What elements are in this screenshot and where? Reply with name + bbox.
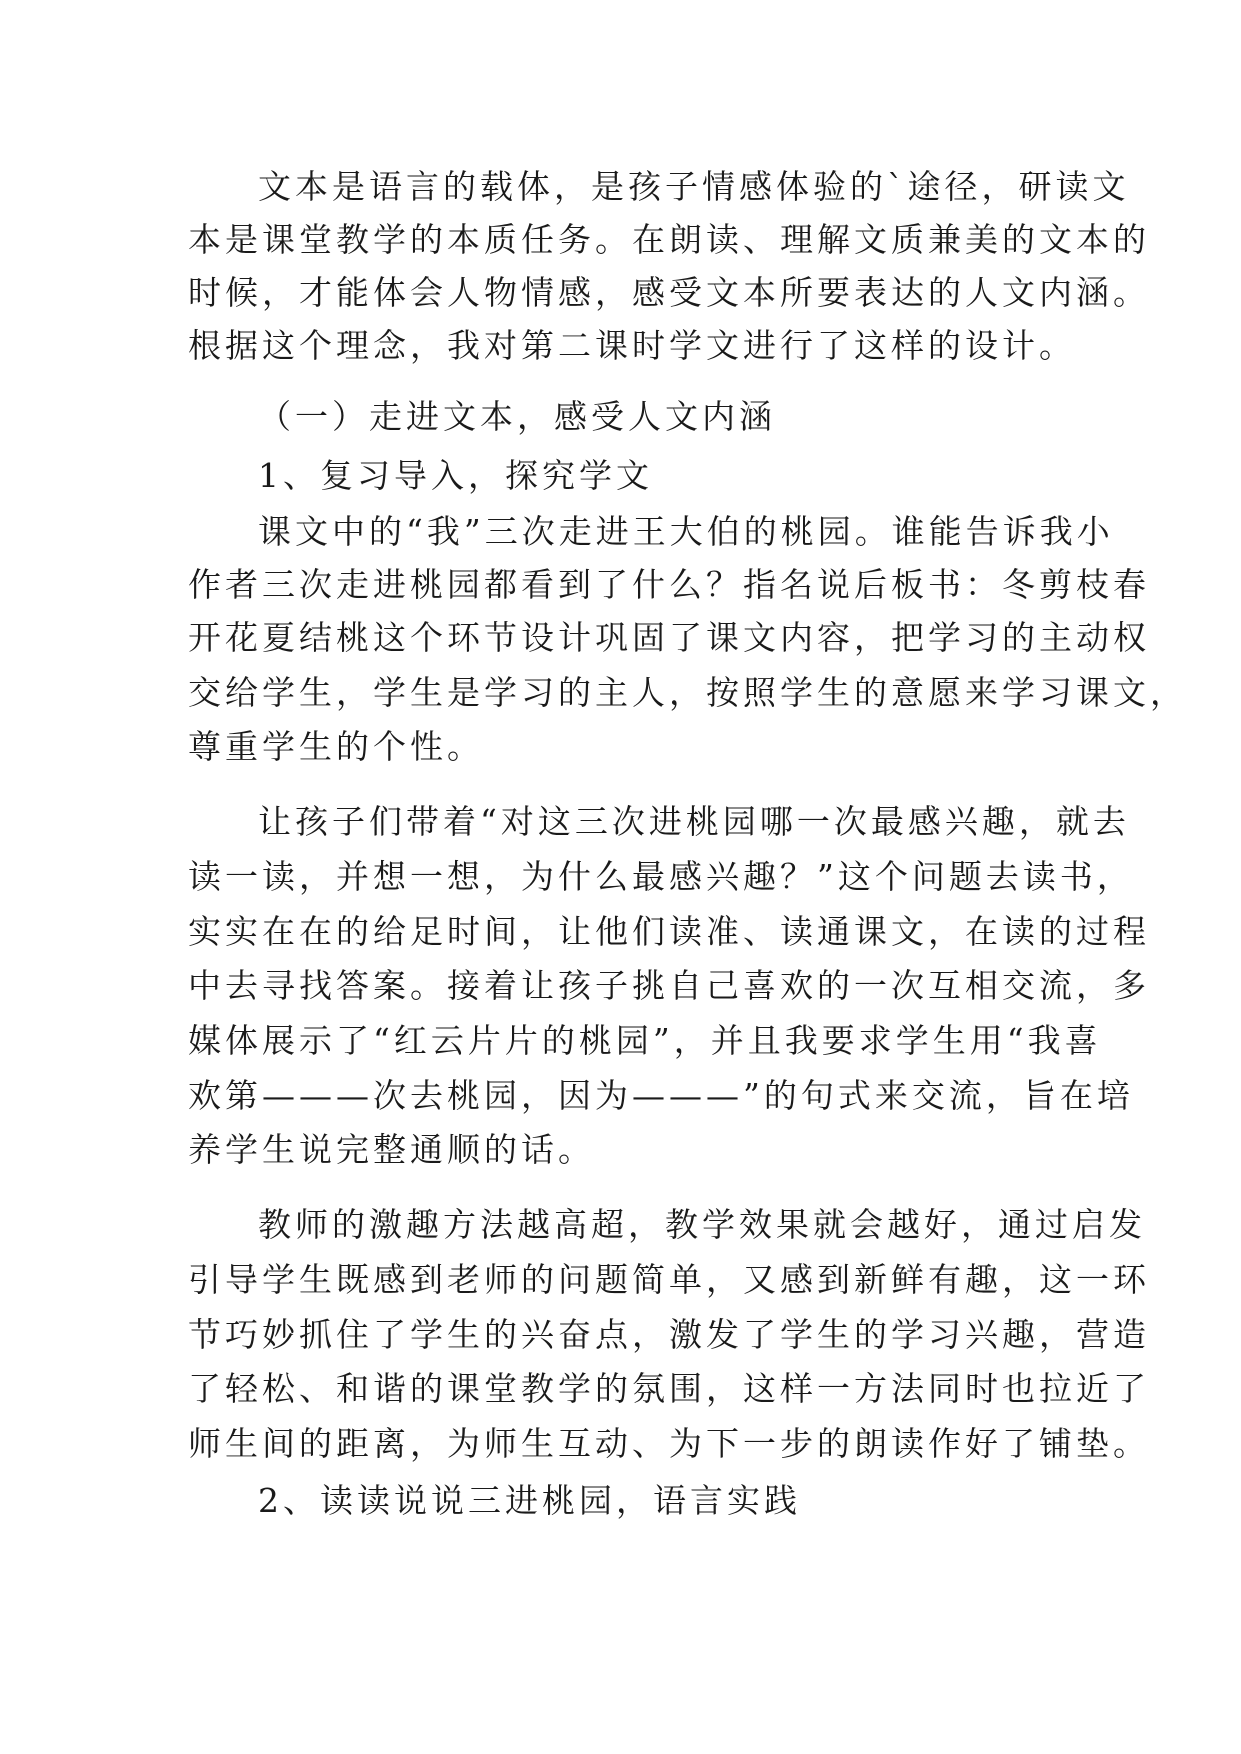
subheading-1: 1、复习导入，探究学文 [258,456,653,495]
paragraph-1-line-1: 文本是语言的载体，是孩子情感体验的`途径，研读文 [258,167,1130,206]
paragraph-3-line-1: 让孩子们带着“对这三次进桃园哪一次最感兴趣，就去 [258,802,1130,841]
paragraph-4-line-5: 师生间的距离，为师生互动、为下一步的朗读作好了铺垫。 [188,1424,1150,1463]
paragraph-1-line-3: 时候，才能体会人物情感，感受文本所要表达的人文内涵。 [188,273,1150,312]
paragraph-2-line-5: 尊重学生的个性。 [188,727,484,766]
paragraph-4-line-3: 节巧妙抓住了学生的兴奋点，激发了学生的学习兴趣，营造 [188,1315,1150,1354]
paragraph-3-line-3: 实实在在的给足时间，让他们读准、读通课文，在读的过程 [188,912,1150,951]
paragraph-4-line-4: 了轻松、和谐的课堂教学的氛围，这样一方法同时也拉近了 [188,1369,1150,1408]
subheading-2: 2、读读说说三进桃园，语言实践 [258,1481,801,1520]
paragraph-3-line-6: 欢第———次去桃园，因为———”的句式来交流，旨在培 [188,1076,1134,1115]
paragraph-2-line-2: 作者三次走进桃园都看到了什么？指名说后板书：冬剪枝春 [188,565,1150,604]
paragraph-3-line-4: 中去寻找答案。接着让孩子挑自己喜欢的一次互相交流，多 [188,966,1150,1005]
paragraph-3-line-2: 读一读，并想一想，为什么最感兴趣？”这个问题去读书， [188,857,1134,896]
paragraph-4-line-1: 教师的激趣方法越高超，教学效果就会越好，通过启发 [258,1205,1146,1244]
paragraph-1-line-4: 根据这个理念，我对第二课时学文进行了这样的设计。 [188,326,1076,365]
section-heading-1: （一）走进文本，感受人文内涵 [258,397,776,436]
paragraph-4-line-2: 引导学生既感到老师的问题简单，又感到新鲜有趣，这一环 [188,1260,1150,1299]
paragraph-3-line-5: 媒体展示了“红云片片的桃园”，并且我要求学生用“我喜 [188,1021,1102,1060]
paragraph-2-line-3: 开花夏结桃这个环节设计巩固了课文内容，把学习的主动权 [188,618,1150,657]
paragraph-1-line-2: 本是课堂教学的本质任务。在朗读、理解文质兼美的文本的 [188,220,1150,259]
paragraph-3-line-7: 养学生说完整通顺的话。 [188,1130,595,1169]
paragraph-2-line-4: 交给学生，学生是学习的主人，按照学生的意愿来学习课文， [188,673,1187,712]
paragraph-2-line-1: 课文中的“我”三次走进王大伯的桃园。谁能告诉我小 [258,512,1114,551]
